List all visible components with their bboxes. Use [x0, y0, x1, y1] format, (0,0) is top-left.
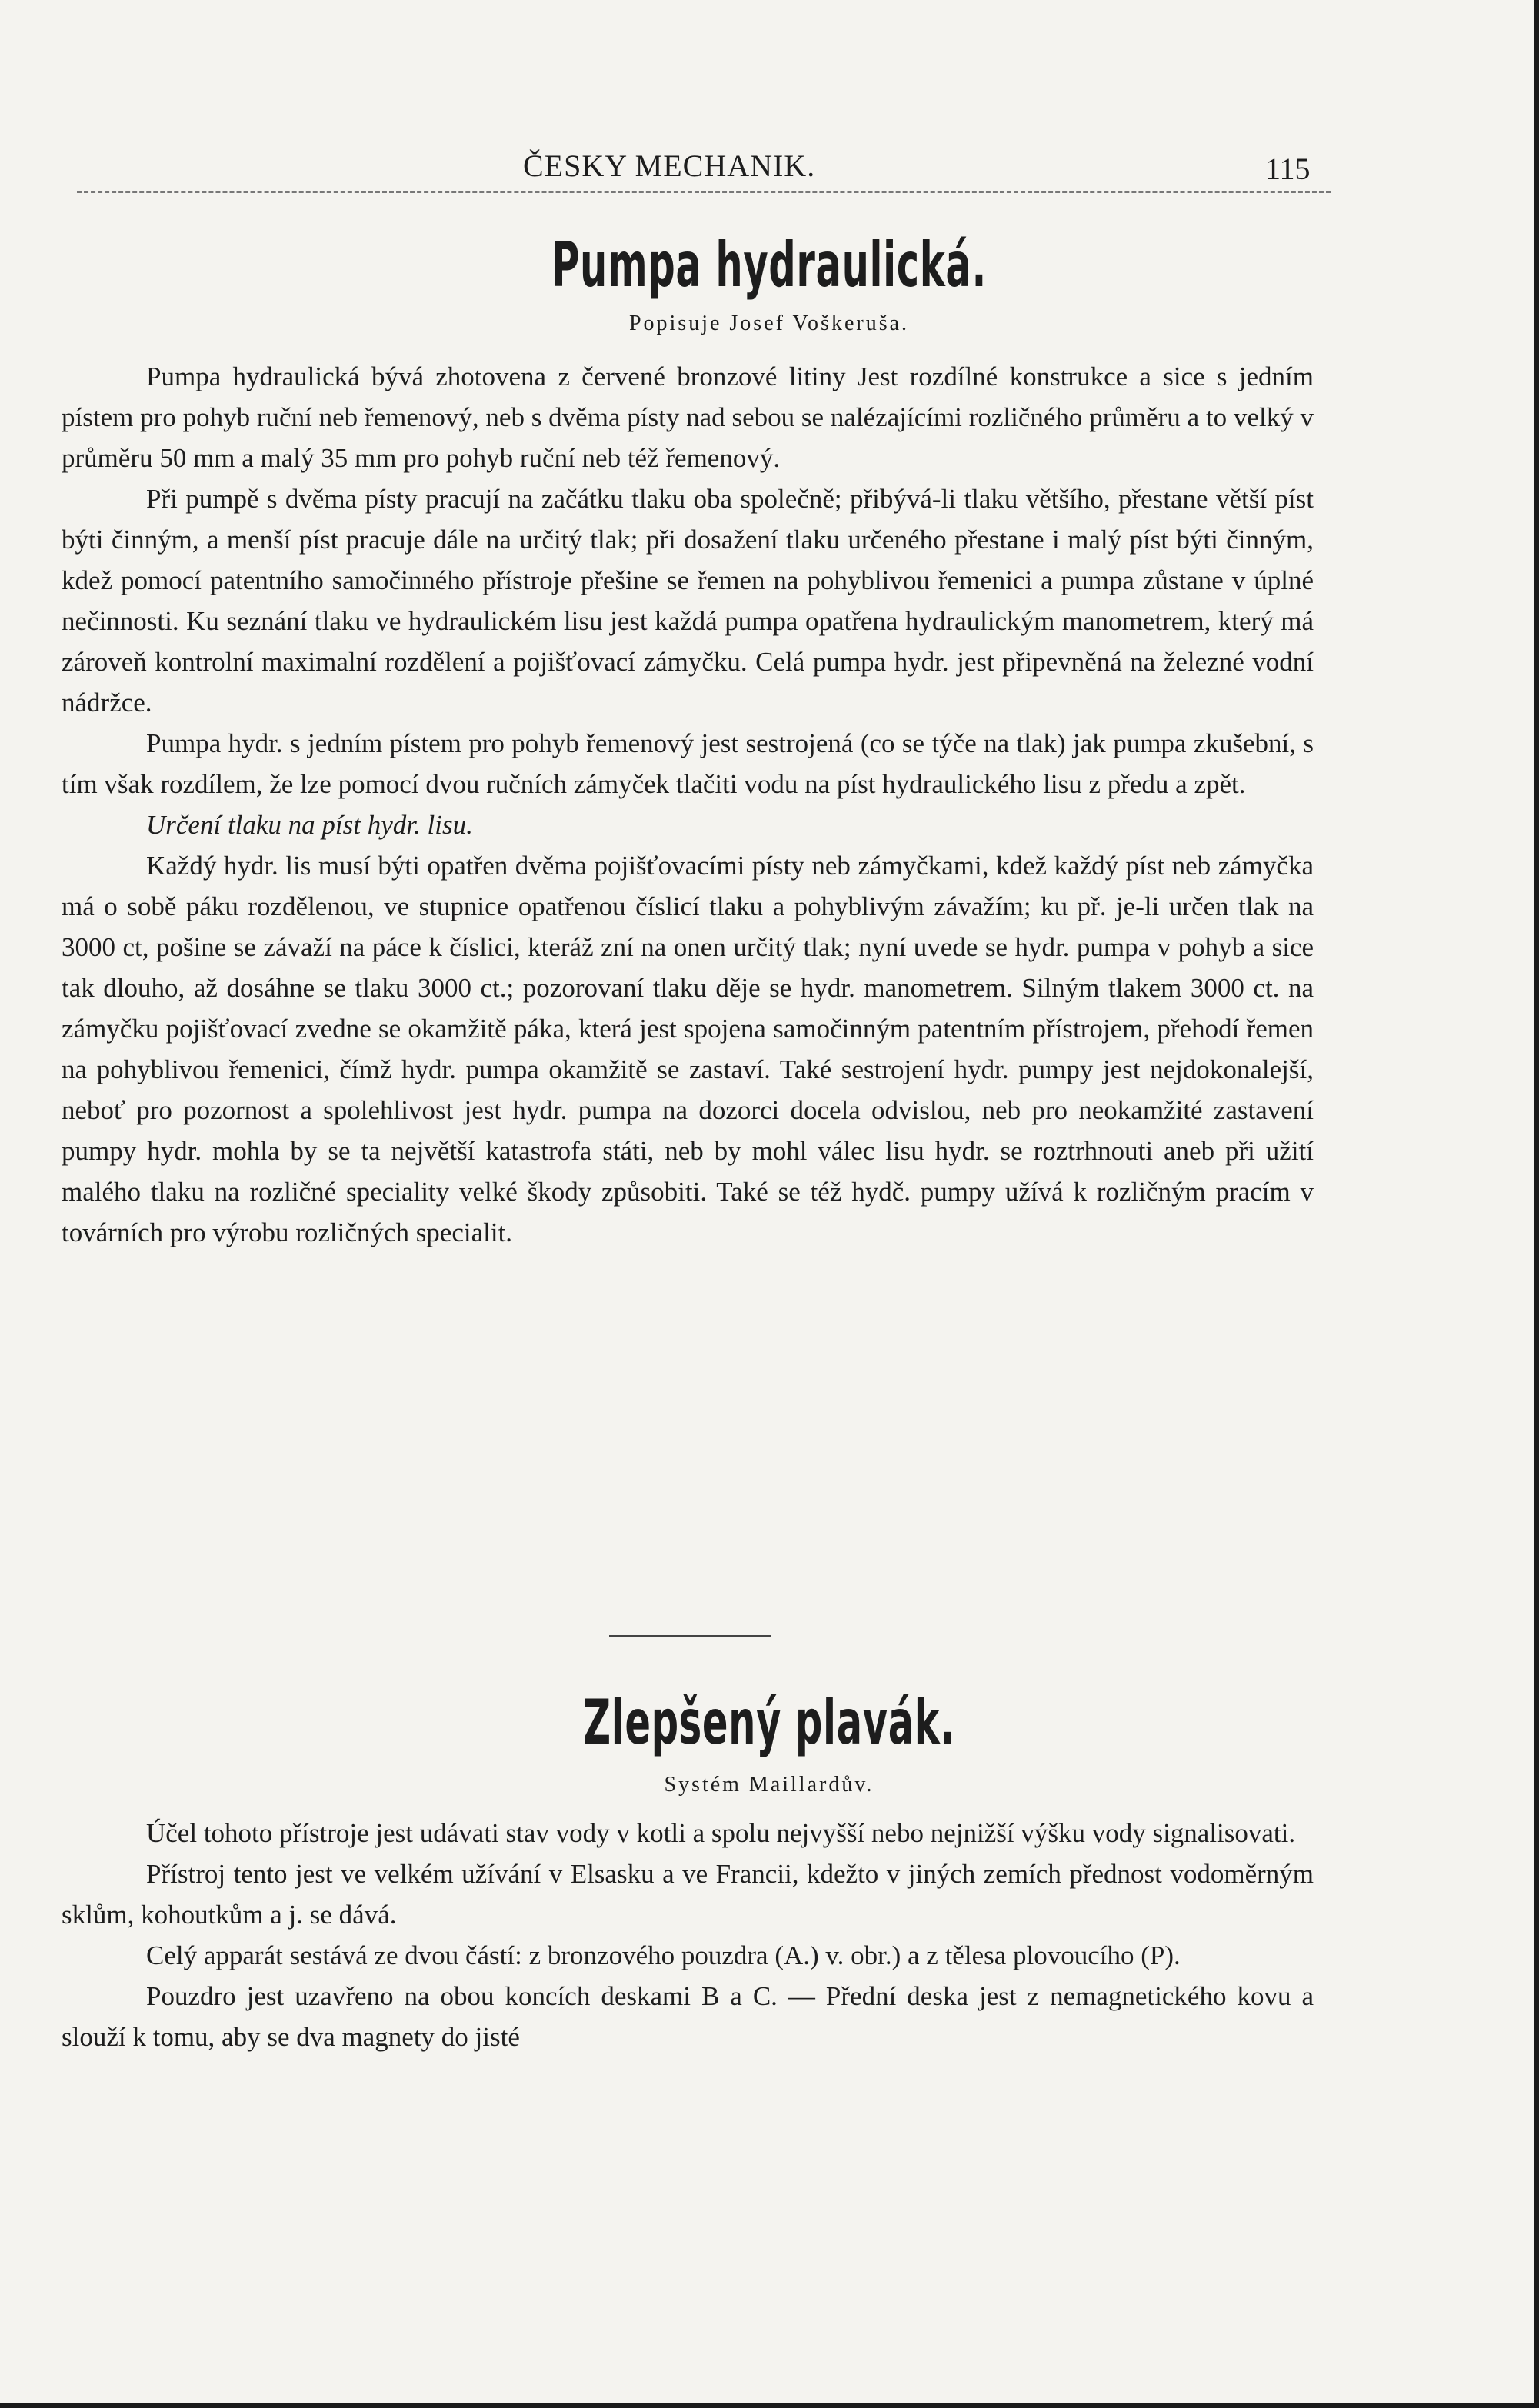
scan-edge-right: [1534, 0, 1539, 2408]
paragraph: Každý hydr. lis musí býti opatřen dvěma pojišťovacími písty neb zámyčkami, kdež každý píst neb zámyčka má o sobě páku rozdělenou, ve stupnice opatřenou číslicí tlaku a pohyblivým závažím; ku př. je-li určen tlak na 3000 ct, pošine se závaží na páce k číslici, kteráž zní na onen určitý tlak; nyní uvede se hydr. pumpa v pohyb a sice tak dlouho, až dosáhne se tlaku 3000 ct.; pozorovaní tlaku děje se hydr. manometrem. Silným tlakem 3000 ct. na zámyčku pojišťovací zvedne se okamžitě páka, která jest spojena samočinným patentním přístrojem, přehodí řemen na pohyblivou řemenici, čímž hydr. pumpa okamžitě se zastaví. Také sestrojení hydr. pumpy jest nejdokonalejší, neboť pro pozornost a spolehlivost jest hydr. pumpa na dozorci docela odvislou, neb pro neokamžité zastavení pumpy hydr. mohla by se ta největší katastrofa státi, neb by mohl válec lisu hydr. se roztrhnouti aneb při užití malého tlaku na rozličné speciality velké škody způsobiti. Také se též hydč. pumpy užívá k rozličným pracím v továrních pro výrobu rozličných specialit.: [62, 851, 1314, 1247]
article-byline-pump: Popisuje Josef Voškeruša.: [628, 311, 910, 335]
paragraph: Pouzdro jest uzavřeno na obou koncích deskami B a C. — Přední deska jest z nemagnetického kovu a slouží k tomu, aby se dva magnety do jisté: [62, 1981, 1314, 2052]
paragraph: Přístroj tento jest ve velkém užívání v Elsasku a ve Francii, kdežto v jiných zemích přednost vodoměrným sklům, kohoutkům a j. se dává.: [62, 1859, 1314, 1930]
scan-edge-bottom: [0, 2403, 1539, 2408]
running-head: [62, 146, 1331, 192]
paragraph: Pumpa hydraulická bývá zhotovena z červené bronzové litiny Jest rozdílné konstrukce a sice s jedním pístem pro pohyb ruční neb řemenový, neb s dvěma písty nad sebou se nalézajícími rozličného průměru a to velký v průměru 50 mm a malý 35 mm pro pohyb ruční neb též řemenový.: [62, 361, 1314, 473]
article-byline-float: Systém Maillardův.: [664, 1773, 874, 1797]
article-title-float: Zlepšený plavák.: [583, 1687, 955, 1758]
journal-title: ČESKY MECHANIK.: [523, 148, 816, 183]
article-body-float: [62, 1813, 1314, 2057]
article-title-pump: Pumpa hydraulická.: [551, 229, 987, 301]
section-divider: [609, 1635, 771, 1637]
paragraph: Celý apparát sestává ze dvou částí: z bronzového pouzdra (A.) v. obr.) a z tělesa plovoucího (P).: [146, 1940, 1181, 1970]
paragraph: Při pumpě s dvěma písty pracují na začátku tlaku oba společně; přibývá-li tlaku většího, přestane větší píst býti činným, a menší píst pracuje dále na určitý tlak; při dosažení tlaku určeného přestane i malý píst býti činným, kdež pomocí patentního samočinného přístroje přešine se řemen na pohyblivou řemenici a pumpa zůstane v úplné nečinnosti. Ku seznání tlaku ve hydraulickém lisu jest každá pumpa opatřena hydraulickým manometrem, který má zároveň kontrolní maximalní rozdělení a pojišťovací zámyčku. Celá pumpa hydr. jest připevněná na železné vodní nádržce.: [62, 484, 1314, 718]
article-body-pump: [62, 356, 1314, 1253]
header-rule: [77, 191, 1331, 193]
paragraph: Pumpa hydr. s jedním pístem pro pohyb řemenový jest sestrojená (co se týče na tlak) jak pumpa zkušební, s tím však rozdílem, že lze pomocí dvou ručních zámyček tlačiti vodu na píst hydraulického lisu z předu a zpět.: [62, 728, 1314, 799]
page-number: 115: [1265, 152, 1311, 186]
subheading-pressure: Určení tlaku na píst hydr. lisu.: [146, 810, 473, 840]
paragraph: Účel tohoto přístroje jest udávati stav vody v kotli a spolu nejvyšší nebo nejnižší výšku vody signalisovati.: [146, 1818, 1296, 1848]
